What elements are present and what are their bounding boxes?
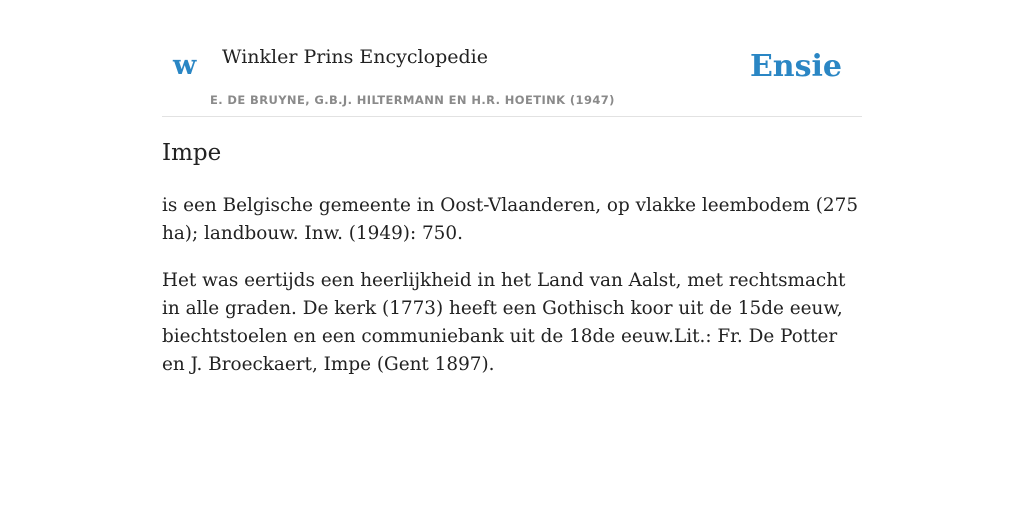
header (162, 0, 862, 117)
entry-paragraph: is een Belgische gemeente in Oost-Vlaanderen, op vlakke leembodem (275 ha); landbouw. Inw. (1949): 750. (162, 195, 859, 244)
book-title[interactable]: Winkler Prins Encyclopedie (222, 46, 488, 68)
page (162, 0, 862, 375)
winkler-prins-logo[interactable]: w (173, 50, 197, 81)
entry-title: Impe (162, 140, 222, 166)
entry-paragraph: Het was eertijds een heerlijkheid in het Land van Aalst, met rechtsmacht in alle graden. De kerk (1773) heeft een Gothisch koor uit de 15de eeuw, biechtstoelen en een communiebank uit de 18de eeuw.Lit.: Fr. De Potter en J. Broeckaert, Impe (Gent 1897). (162, 270, 846, 375)
book-authors: E. DE BRUYNE, G.B.J. HILTERMANN EN H.R. HOETINK (1947) (210, 93, 615, 107)
entry-body (162, 192, 862, 398)
ensie-logo[interactable]: Ensie (749, 49, 842, 84)
